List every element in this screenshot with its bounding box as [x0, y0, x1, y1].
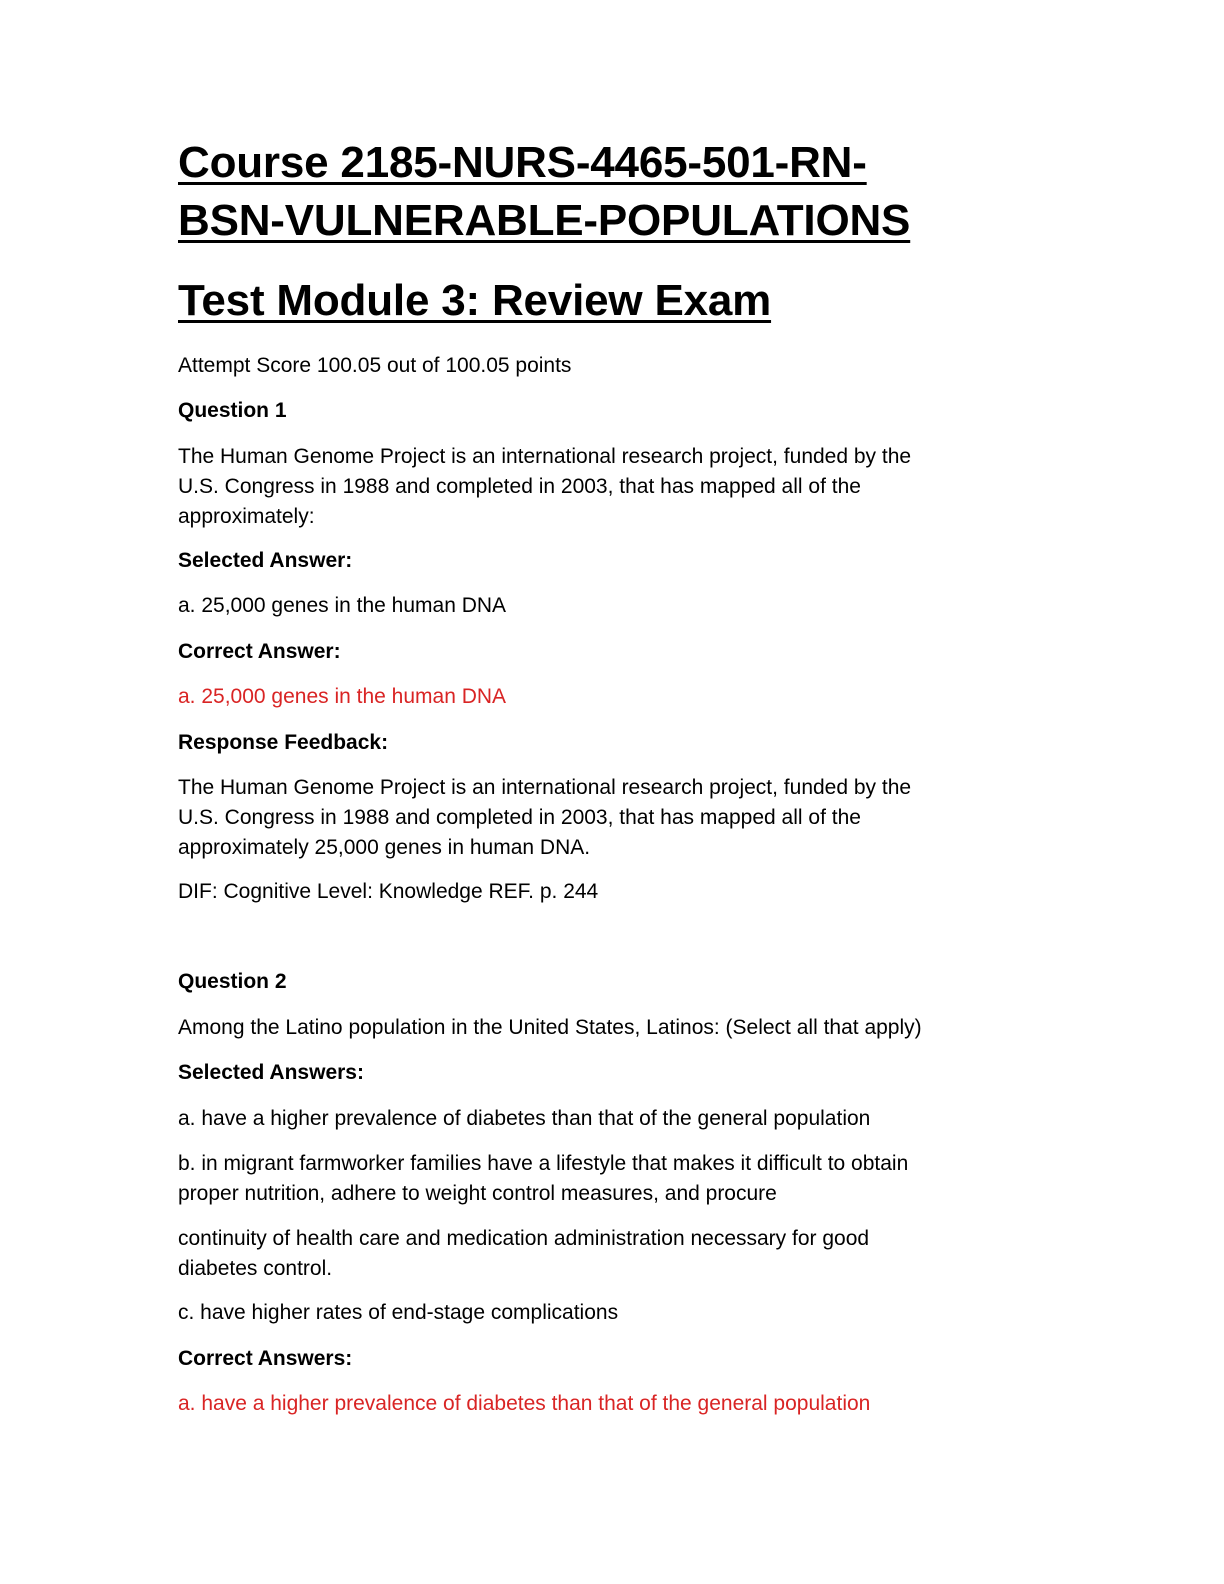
question-1-feedback-text — [178, 773, 1038, 863]
question-2-answer-a: a. have a higher prevalence of diabetes than that of the general population — [178, 1107, 871, 1130]
question-2-answer-b-line1: b. in migrant farmworker families have a lifestyle that makes it difficult to obtain — [178, 1152, 909, 1175]
question-2-answer-b-cont-line2: diabetes control. — [178, 1257, 333, 1280]
question-1-dif: DIF: Cognitive Level: Knowledge REF. p. 244 — [178, 880, 599, 903]
question-2-selected-label: Selected Answers: — [178, 1061, 364, 1084]
question-1-text-line3: approximately: — [178, 505, 315, 528]
question-2-correct-label: Correct Answers: — [178, 1347, 353, 1370]
question-2-label: Question 2 — [178, 970, 287, 993]
question-1-text-line1: The Human Genome Project is an international research project, funded by the — [178, 445, 912, 468]
question-1-label: Question 1 — [178, 399, 287, 422]
question-2-answer-b-cont-line1: continuity of health care and medication administration necessary for good — [178, 1227, 870, 1250]
question-1-feedback-line2: U.S. Congress in 1988 and completed in 2003, that has mapped all of the — [178, 806, 861, 829]
attempt-score: Attempt Score 100.05 out of 100.05 points — [178, 354, 572, 377]
question-1-correct-answer: a. 25,000 genes in the human DNA — [178, 685, 507, 708]
question-1-text — [178, 442, 1038, 532]
course-title-line2: BSN-VULNERABLE-POPULATIONS — [178, 196, 911, 245]
course-title — [178, 134, 1058, 250]
question-2-answer-b — [178, 1149, 1038, 1209]
question-1-correct-label: Correct Answer: — [178, 640, 341, 663]
question-1-selected-label: Selected Answer: — [178, 549, 353, 572]
question-1-selected-answer: a. 25,000 genes in the human DNA — [178, 594, 507, 617]
question-2-answer-b-continued — [178, 1224, 1038, 1284]
question-2-answer-c: c. have higher rates of end-stage complications — [178, 1301, 619, 1324]
question-2-correct-answer-a: a. have a higher prevalence of diabetes than that of the general population — [178, 1392, 871, 1415]
question-1-feedback-line3: approximately 25,000 genes in human DNA. — [178, 836, 591, 859]
course-title-line1: Course 2185-NURS-4465-501-RN- — [178, 138, 867, 187]
module-title: Test Module 3: Review Exam — [178, 276, 772, 325]
question-1-text-line2: U.S. Congress in 1988 and completed in 2003, that has mapped all of the — [178, 475, 861, 498]
question-1-feedback-label: Response Feedback: — [178, 731, 389, 754]
question-1-feedback-line1: The Human Genome Project is an international research project, funded by the — [178, 776, 912, 799]
question-2-answer-b-line2: proper nutrition, adhere to weight control measures, and procure — [178, 1182, 777, 1205]
question-2-text: Among the Latino population in the United States, Latinos: (Select all that apply) — [178, 1016, 922, 1039]
